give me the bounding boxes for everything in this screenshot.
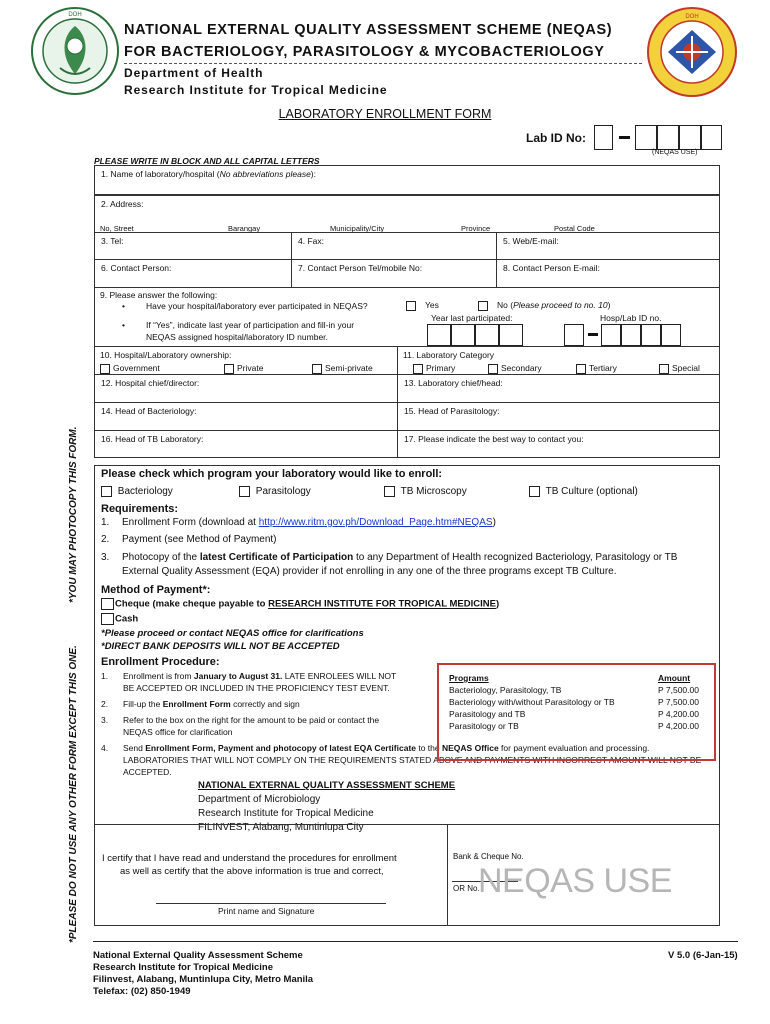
footer-line-2: Research Institute for Tropical Medicine	[93, 962, 274, 973]
q9-no-label: No (Please proceed to no. 10)	[497, 300, 611, 310]
header-title-line-1: NATIONAL EXTERNAL QUALITY ASSESSMENT SCHEME (NEQAS)	[124, 22, 613, 38]
footer-line-4: Telefax: (02) 850-1949	[93, 986, 191, 997]
fees-row-program: Parasitology or TB	[449, 721, 519, 731]
semi-private-checkbox[interactable]	[312, 364, 322, 374]
government-label: Government	[113, 363, 160, 373]
fees-col-amount: Amount	[658, 673, 691, 683]
year-box-3[interactable]	[475, 324, 499, 346]
hosp-id-box-3[interactable]	[621, 324, 641, 346]
payment-heading: Method of Payment*:	[101, 584, 211, 596]
field-tel-label: 3. Tel:	[101, 236, 124, 246]
fees-row-amount: P 4,200.00	[658, 709, 699, 719]
lab-id-label: Lab ID No:	[526, 131, 586, 145]
field-head-bacteriology[interactable]	[94, 402, 398, 431]
tb-culture-label: TB Culture (optional)	[545, 486, 638, 498]
tertiary-label: Tertiary	[589, 363, 617, 373]
tertiary-checkbox[interactable]	[576, 364, 586, 374]
fees-row-program: Parasitology and TB	[449, 709, 526, 719]
best-contact-label: 17. Please indicate the best way to contact you:	[404, 434, 584, 444]
addr-city-label: Municipality/City	[330, 224, 385, 233]
hosp-id-box-2[interactable]	[601, 324, 621, 346]
office-address-3: Research Institute for Tropical Medicine	[198, 808, 374, 819]
header-institute: Research Institute for Tropical Medicine	[124, 83, 388, 97]
proc-1-num: 1.	[101, 671, 109, 681]
fees-row-amount: P 4,200.00	[658, 721, 699, 731]
proc-1-text-1: Enrollment is from January to August 31. LATE ENROLEES WILL NOT	[123, 671, 397, 681]
proc-4-text-2: LABORATORIES THAT WILL NOT COMPLY ON THE REQUIREMENTS STATED ABOVE AND PAYMENTS WITH INCORRECT AMOUNT WILL NOT BE	[123, 755, 702, 765]
primary-label: Primary	[426, 363, 456, 373]
or-no-label: OR No.	[453, 884, 480, 893]
certify-text-2: as well as certify that the above information is true and correct,	[120, 866, 384, 877]
field-fax[interactable]	[291, 232, 497, 260]
version-label: V 5.0 (6-Jan-15)	[668, 950, 738, 961]
svg-text:DOH: DOH	[685, 14, 699, 20]
category-tertiary[interactable]	[576, 363, 617, 374]
office-address-4: FILINVEST, Alabang, Muntinlupa City	[198, 822, 364, 833]
q9a-bullet: •	[122, 301, 125, 311]
footer-divider	[93, 941, 738, 942]
payment-note-1: *Please proceed or contact NEQAS office for clarifications	[101, 628, 364, 639]
ownership-semi-private[interactable]	[312, 363, 373, 374]
requirements-heading: Requirements:	[101, 503, 179, 515]
lab-id-box-5[interactable]	[701, 125, 722, 150]
program-bacteriology[interactable]	[101, 486, 173, 497]
procedure-heading: Enrollment Procedure:	[101, 656, 220, 668]
program-tb-culture[interactable]	[529, 486, 638, 497]
office-address-1: NATIONAL EXTERNAL QUALITY ASSESSMENT SCHEME	[198, 780, 456, 791]
req-3-num: 3.	[101, 552, 110, 563]
field-address[interactable]	[94, 195, 720, 233]
hosp-id-box-1[interactable]	[564, 324, 584, 346]
field-address-label: 2. Address:	[101, 199, 144, 209]
field-lab-name[interactable]	[94, 165, 720, 195]
lab-id-box-2[interactable]	[635, 125, 657, 150]
head-parasitology-label: 15. Head of Parasitology:	[404, 406, 500, 416]
proc-4-num: 4.	[101, 743, 109, 753]
lab-id-dash	[619, 136, 630, 139]
proc-3-text-1: Refer to the box on the right for the amount to be paid or contact the	[123, 715, 380, 725]
proc-2-text: Fill-up the Enrollment Form correctly and sign	[123, 699, 300, 709]
req-2-num: 2.	[101, 534, 110, 545]
field-contact-person-label: 6. Contact Person:	[101, 263, 172, 273]
program-heading: Please check which program your laboratory would like to enroll:	[101, 468, 443, 480]
field-contact-person[interactable]	[94, 259, 292, 288]
field-web-email[interactable]	[496, 232, 720, 260]
certification-divider	[447, 824, 448, 926]
tb-culture-checkbox[interactable]	[529, 486, 540, 497]
bank-cheque-label: Bank & Cheque No.	[453, 852, 524, 861]
proc-3-text-2: NEQAS office for clarification	[123, 727, 233, 737]
field-laboratory-chief[interactable]	[397, 374, 720, 403]
field-fax-label: 4. Fax:	[298, 236, 324, 246]
head-tb-lab-label: 16. Head of TB Laboratory:	[101, 434, 204, 444]
field-contact-email-label: 8. Contact Person E-mail:	[503, 263, 600, 273]
field-head-tb-lab[interactable]	[94, 430, 398, 458]
addr-barangay-label: Barangay	[228, 224, 261, 233]
req-3-text-2: External Quality Assessment (EQA) provider if not enrolling in any one of the three programs except TB Culture.	[122, 566, 617, 577]
addr-street-label: No, Street	[100, 224, 134, 233]
lab-id-box-4[interactable]	[679, 125, 701, 150]
field-contact-email[interactable]	[496, 259, 720, 288]
q9b-bullet: •	[122, 320, 125, 330]
proc-2-num: 2.	[101, 699, 109, 709]
proc-4-text-3: ACCEPTED.	[123, 767, 172, 777]
proc-3-num: 3.	[101, 715, 109, 725]
side-note-photocopy: *YOU MAY PHOTOCOPY THIS FORM.	[68, 426, 79, 603]
special-checkbox[interactable]	[659, 364, 669, 374]
private-checkbox[interactable]	[224, 364, 234, 374]
year-box-4[interactable]	[499, 324, 523, 346]
lab-id-box-1[interactable]	[594, 125, 613, 150]
ownership-government[interactable]	[100, 363, 160, 374]
req-2-text: Payment (see Method of Payment)	[122, 534, 277, 545]
ownership-label: 10. Hospital/Laboratory ownership:	[100, 350, 232, 360]
category-special[interactable]	[659, 363, 700, 374]
field-tel[interactable]	[94, 232, 292, 260]
q9-no-checkbox[interactable]	[478, 301, 488, 311]
neqas-use-note: (NEQAS USE)	[652, 149, 698, 156]
secondary-label: Secondary	[501, 363, 542, 373]
field-hospital-chief[interactable]	[94, 374, 398, 403]
category-primary[interactable]	[413, 363, 455, 374]
field-head-parasitology[interactable]	[397, 402, 720, 431]
fees-row-program: Bacteriology, Parasitology, TB	[449, 685, 562, 695]
payment-cash[interactable]: Cash	[101, 613, 138, 625]
neqas-use-watermark: NEQAS USE	[478, 862, 672, 900]
year-last-participated-label: Year last participated:	[431, 313, 513, 323]
q9-label: 9. Please answer the following:	[100, 290, 218, 300]
government-checkbox[interactable]	[100, 364, 110, 374]
req-1-num: 1.	[101, 517, 110, 528]
q9b-text-2: NEQAS assigned hospital/laboratory ID number.	[146, 332, 328, 342]
download-link[interactable]: http://www.ritm.gov.ph/Download_Page.htm#NEQAS	[258, 517, 493, 528]
q9a-text: Have your hospital/laboratory ever participated in NEQAS?	[146, 301, 368, 311]
fees-row-amount: P 7,500.00	[658, 697, 699, 707]
signature-label: Print name and Signature	[218, 906, 315, 916]
proc-1-text-2: BE ACCEPTED OR INCLUDED IN THE PROFICIENCY TEST EVENT.	[123, 683, 390, 693]
footer-line-1: National External Quality Assessment Scheme	[93, 950, 303, 961]
instruction-text: PLEASE WRITE IN BLOCK AND ALL CAPITAL LETTERS	[94, 156, 320, 166]
parasitology-checkbox[interactable]	[239, 486, 250, 497]
header-department: Department of Health	[124, 66, 264, 80]
cash-checkbox[interactable]	[101, 613, 114, 625]
field-contact-tel[interactable]	[291, 259, 497, 288]
program-parasitology[interactable]	[239, 486, 311, 497]
field-contact-tel-label: 7. Contact Person Tel/mobile No:	[298, 263, 423, 273]
form-title: LABORATORY ENROLLMENT FORM	[278, 107, 492, 121]
field-lab-name-label: 1. Name of laboratory/hospital (No abbreviations please):	[101, 169, 316, 179]
req-1-text: Enrollment Form (download at http://www.ritm.gov.ph/Download_Page.htm#NEQAS)	[122, 517, 496, 528]
q9-no-option[interactable]	[478, 300, 610, 311]
q9-yes-checkbox[interactable]	[406, 301, 416, 311]
private-label: Private	[237, 363, 264, 373]
payment-cheque[interactable]: Cheque (make cheque payable to RESEARCH INSTITUTE FOR TROPICAL MEDICINE)	[101, 598, 499, 610]
hosp-id-box-5[interactable]	[661, 324, 681, 346]
ownership-private[interactable]	[224, 363, 263, 374]
proc-4-text-1: Send Enrollment Form, Payment and photocopy of latest EQA Certificate to the NEQAS Office for payment evaluation and processing.	[123, 743, 650, 753]
q9-yes-option[interactable]	[406, 300, 439, 311]
addr-province-label: Province	[461, 224, 491, 233]
tb-microscopy-checkbox[interactable]	[384, 486, 395, 497]
republic-doh-seal-logo	[646, 6, 738, 98]
laboratory-chief-label: 13. Laboratory chief/head:	[404, 378, 503, 388]
category-secondary[interactable]	[488, 363, 542, 374]
fees-col-programs: Programs	[449, 673, 489, 683]
q9-yes-label: Yes	[425, 300, 439, 310]
semi-private-label: Semi-private	[325, 363, 373, 373]
primary-checkbox[interactable]	[413, 364, 423, 374]
payment-note-2: *DIRECT BANK DEPOSITS WILL NOT BE ACCEPTED	[101, 641, 340, 652]
tb-microscopy-label: TB Microscopy	[400, 486, 467, 498]
side-note-only-form: *PLEASE DO NOT USE ANY OTHER FORM EXCEPT THIS ONE.	[68, 645, 79, 943]
field-best-contact[interactable]	[397, 430, 720, 458]
hosp-lab-id-label: Hosp/Lab ID no.	[600, 313, 662, 323]
hosp-id-dash	[588, 333, 598, 336]
lab-id-box-3[interactable]	[657, 125, 679, 150]
signature-line[interactable]	[156, 903, 386, 904]
footer-address	[93, 950, 313, 998]
category-label: 11. Laboratory Category	[403, 350, 495, 360]
bacteriology-checkbox[interactable]	[101, 486, 112, 497]
fees-row-amount: P 7,500.00	[658, 685, 699, 695]
hospital-chief-label: 12. Hospital chief/director:	[101, 378, 200, 388]
head-bacteriology-label: 14. Head of Bacteriology:	[101, 406, 197, 416]
bacteriology-label: Bacteriology	[117, 486, 173, 498]
year-box-1[interactable]	[427, 324, 451, 346]
svg-text:DOH: DOH	[68, 12, 82, 18]
req-3-text-1: Photocopy of the latest Certificate of Participation to any Department of Health recognized Bacteriology, Parasitology or TB	[122, 552, 678, 563]
header-divider	[124, 63, 642, 64]
parasitology-label: Parasitology	[255, 486, 311, 498]
certify-text-1: I certify that I have read and understand the procedures for enrollment	[102, 853, 397, 864]
addr-postal-label: Postal Code	[554, 224, 595, 233]
fees-row-program: Bacteriology with/without Parasitology or TB	[449, 697, 615, 707]
footer-line-3: Filinvest, Alabang, Muntinlupa City, Metro Manila	[93, 974, 314, 985]
hosp-id-box-4[interactable]	[641, 324, 661, 346]
doh-ritm-seal-logo	[30, 6, 120, 96]
q9b-text-1: If “Yes”, indicate last year of participation and fill-in your	[146, 320, 355, 330]
office-address-2: Department of Microbiology	[198, 794, 321, 805]
year-box-2[interactable]	[451, 324, 475, 346]
header-title-line-2: FOR BACTERIOLOGY, PARASITOLOGY & MYCOBACTERIOLOGY	[124, 44, 605, 60]
program-tb-microscopy[interactable]	[384, 486, 467, 497]
field-web-email-label: 5. Web/E-mail:	[503, 236, 559, 246]
secondary-checkbox[interactable]	[488, 364, 498, 374]
cheque-checkbox[interactable]	[101, 598, 114, 610]
special-label: Special	[672, 363, 700, 373]
